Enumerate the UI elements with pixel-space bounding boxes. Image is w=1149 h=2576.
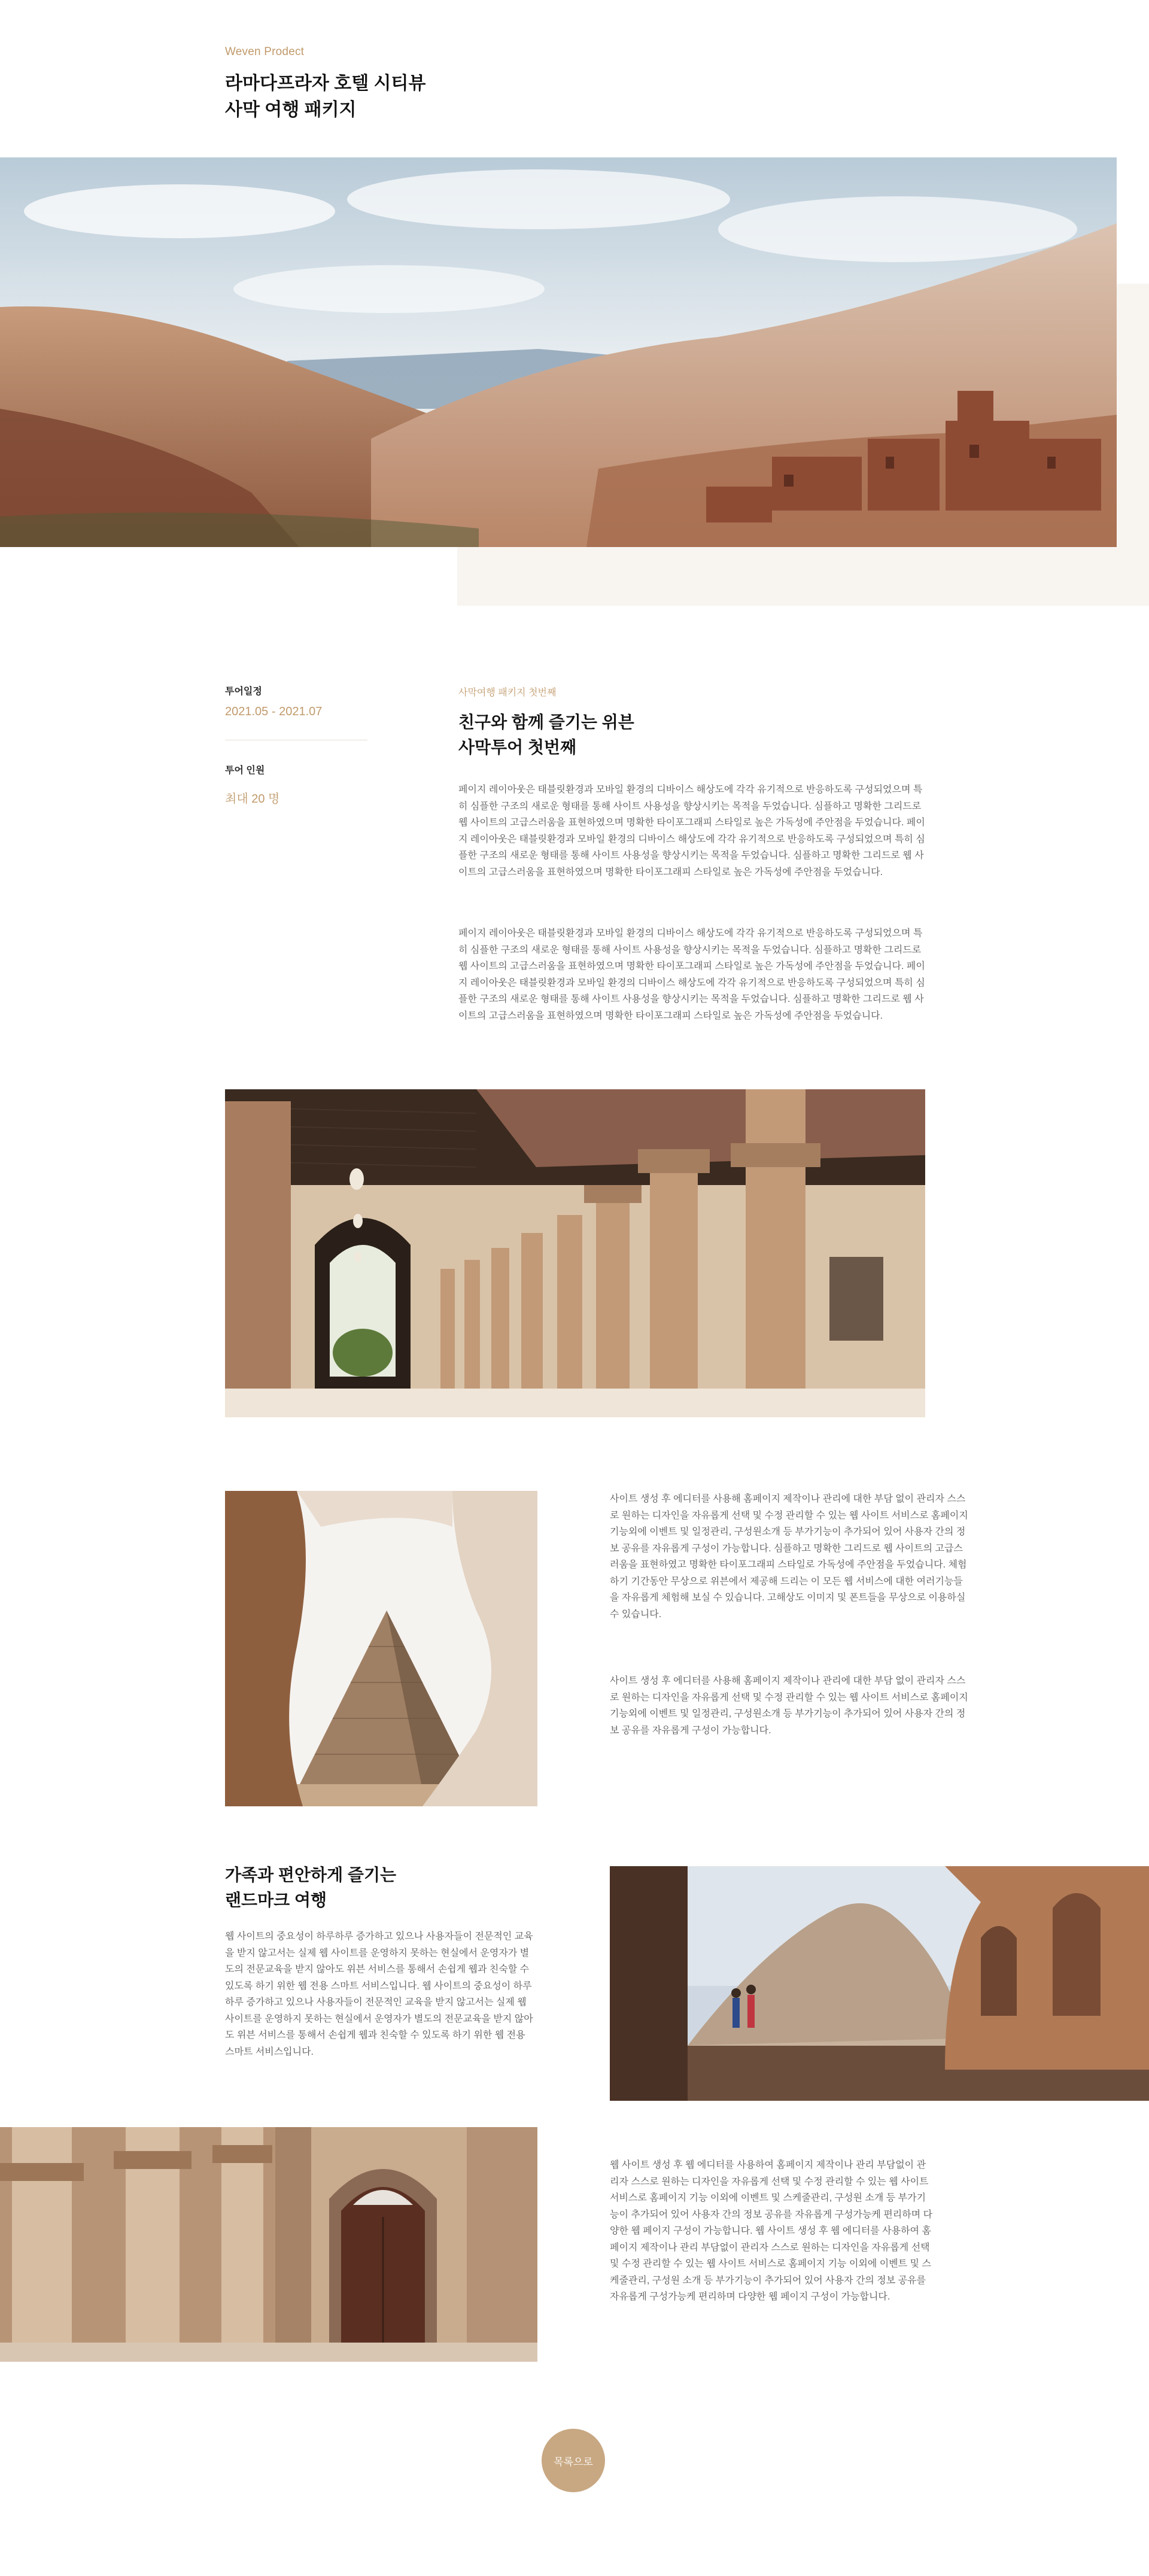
section2-paragraph-2: 사이트 생성 후 에디터를 사용해 홈페이지 제작이나 관리에 대한 부담 없이 관리자 스스로 원하는 디자인을 자유롭게 선택 및 수정 관리할 수 있는 웹 사이트 서비스로 홈페이지 기능외에 이벤트 및 일정관리, 구성원소개 등 부가기능이 추가되어 있어 사용자 간의 정보 공유를 자유롭게 구성이 가능합니다.	[610, 1676, 968, 1736]
article-title-line1: 친구와 함께 즐기는 위븐	[458, 713, 634, 731]
people-unit: 명	[268, 792, 280, 806]
article-paragraph-1: 페이지 레이아웃은 태블릿환경과 모바일 환경의 디바이스 해상도에 각각 유기적으로 반응하도록 구성되었으며 특히 심플한 구조의 새로운 형태를 통해 사이트 사용성을 향상시키는 목적을 두었습니다. 심플하고 명확한 그리드로 웹 사이트의 고급스러움을 표현하였으며 명확한 타이포그래피 스타일로 높은 가독성에 주안점을 두었습니다. 페이지 레이아웃은 태블릿환경과 모바일 환경의 디바이스 해상도에 각각 유기적으로 반응하도록 구성되었으며 특히 심플한 구조의 새로운 형태를 통해 사이트 사용성을 향상시키는 목적을 두었습니다. 심플하고 명확한 그리드로 웹 사이트의 고급스러움을 표현하였으며 명확한 타이포그래피 스타일로 높은 가독성에 주안점을 두었습니다.	[458, 785, 925, 877]
article-title	[458, 710, 634, 760]
article-eyebrow: 사막여행 패키지 첫번째	[458, 688, 557, 698]
page-title	[225, 71, 425, 123]
people-label: 투어 인원	[225, 765, 265, 776]
schedule-value: 2021.05 - 2021.07	[225, 705, 323, 718]
section4-paragraph: 웹 사이트 생성 후 웹 에디터를 사용하여 홈페이지 제작이나 관리 부담없이 관리자 스스로 원하는 디자인을 자유롭게 선택 및 수정 관리할 수 있는 웹 사이트 서비스로 홈페이지 기능 이외에 이벤트 및 스케줄관리, 구성원 소개 등 부가기능이 추가되어 있어 사용자 간의 정보 공유를 자유롭게 구성가능케 편리하며 다양한 웹 페이지 구성이 가능합니다. 웹 사이트 생성 후 웹 에디터를 사용하여 홈페이지 제작이나 관리 부담없이 관리자 스스로 원하는 디자인을 자유롭게 선택 및 수정 관리할 수 있는 웹 사이트 서비스로 홈페이지 기능 이외에 이벤트 및 스케줄관리, 구성원 소개 등 부가기능이 추가되어 있어 사용자 간의 정보 공유를 자유롭게 구성가능케 편리하며 다양한 웹 페이지 구성이 가능합니다.	[610, 2160, 933, 2302]
people-count: 20	[251, 792, 265, 806]
hero-image-desert	[0, 157, 1117, 547]
schedule-label: 투어일정	[225, 686, 262, 697]
back-to-list-button[interactable]: 목록으로	[542, 2429, 605, 2492]
brand-label: Weven Prodect	[225, 45, 305, 58]
doorway-image	[0, 2127, 537, 2362]
arcade-image	[225, 1089, 925, 1417]
pyramid-image	[225, 1491, 537, 1806]
section3-title-line2: 랜드마크 여행	[225, 1891, 327, 1909]
page-title-line1: 라마다프라자 호텔 시티뷰	[225, 74, 426, 93]
section3-paragraph: 웹 사이트의 중요성이 하루하루 증가하고 있으나 사용자들이 전문적인 교육을 받지 않고서는 실제 웹 사이트를 운영하지 못하는 현실에서 운영자가 별도의 전문교육을 받지 않아도 위븐 서비스를 통해서 손쉽게 웹과 친숙할 수 있도록 하기 위한 웹 전용 스마트 서비스입니다. 웹 사이트의 중요성이 하루하루 증가하고 있으나 사용자들이 전문적인 교육을 받지 않고서는 실제 웹 사이트를 운영하지 못하는 현실에서 운영자가 별도의 전문교육을 받지 않아도 위븐 서비스를 통해서 손쉽게 웹과 친숙할 수 있도록 하기 위한 웹 전용 스마트 서비스입니다.	[225, 1931, 533, 2057]
section3-title	[225, 1863, 396, 1913]
hikers-image	[610, 1866, 1149, 2101]
people-value	[225, 789, 279, 806]
section2-paragraph-1: 사이트 생성 후 에디터를 사용해 홈페이지 제작이나 관리에 대한 부담 없이 관리자 스스로 원하는 디자인을 자유롭게 선택 및 수정 관리할 수 있는 웹 사이트 서비스로 홈페이지 기능외에 이벤트 및 일정관리, 구성원소개 등 부가기능이 추가되어 있어 사용자 간의 정보 공유를 자유롭게 구성이 가능합니다. 심플하고 명확한 그리드로 웹 사이트의 고급스러움을 표현하였고 명확한 타이포그래피 스타일로 가독성에 주안점을 두었습니다. 체험하기 기간동안 무상으로 위븐에서 제공해 드리는 이 모든 웹 서비스에 대한 여러기능들을 자유롭게 체험해 보실 수 있습니다. 고해상도 이미지 및 폰트들을 무상으로 이용하실 수 있습니다.	[610, 1494, 968, 1620]
people-prefix: 최대	[225, 792, 248, 806]
article-paragraph-2: 페이지 레이아웃은 태블릿환경과 모바일 환경의 디바이스 해상도에 각각 유기적으로 반응하도록 구성되었으며 특히 심플한 구조의 새로운 형태를 통해 사이트 사용성을 향상시키는 목적을 두었습니다. 심플하고 명확한 그리드로 웹 사이트의 고급스러움을 표현하였으며 명확한 타이포그래피 스타일로 높은 가독성에 주안점을 두었습니다. 페이지 레이아웃은 태블릿환경과 모바일 환경의 디바이스 해상도에 각각 유기적으로 반응하도록 구성되었으며 특히 심플한 구조의 새로운 형태를 통해 사이트 사용성을 향상시키는 목적을 두었습니다. 심플하고 명확한 그리드로 웹 사이트의 고급스러움을 표현하였으며 명확한 타이포그래피 스타일로 높은 가독성에 주안점을 두었습니다.	[458, 928, 925, 1021]
page-title-line2: 사막 여행 패키지	[225, 100, 357, 120]
section3-title-line1: 가족과 편안하게 즐기는	[225, 1866, 397, 1884]
article-title-line2: 사막투어 첫번째	[458, 738, 577, 757]
